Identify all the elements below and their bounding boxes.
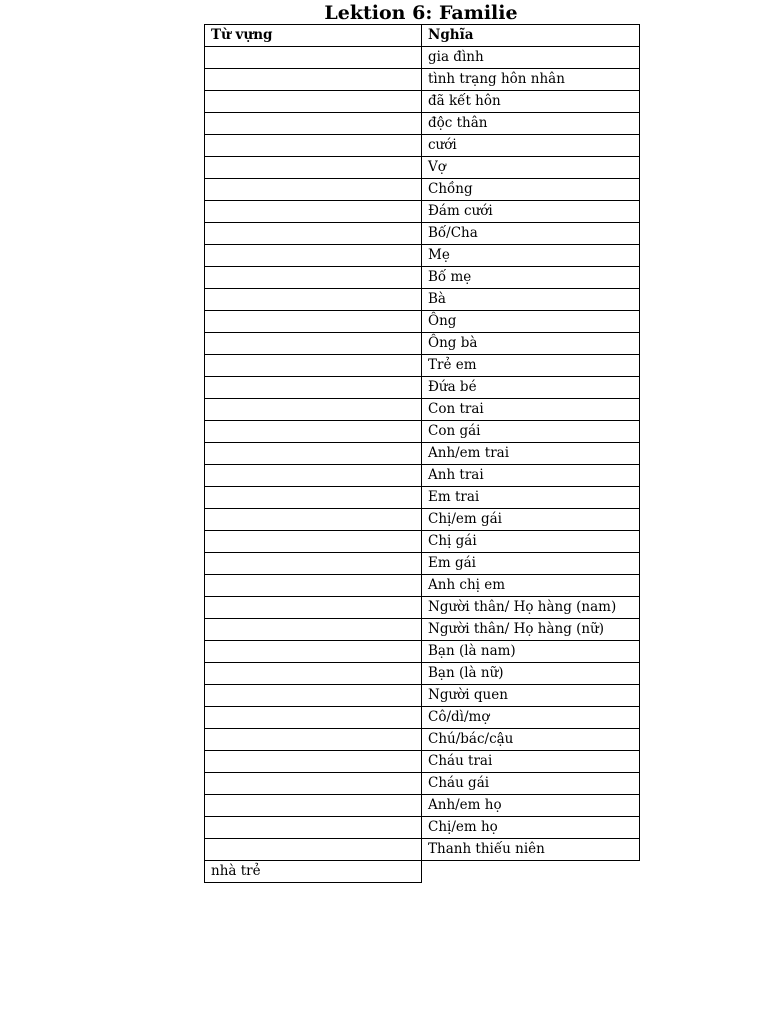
word-cell [205,773,422,795]
vocabulary-rows [205,47,640,883]
word-cell [205,113,422,135]
table-row [205,113,640,135]
word-cell [205,91,422,113]
table-row [205,663,640,685]
word-cell [205,289,422,311]
meaning-cell: Đứa bé [422,377,640,399]
table-row [205,135,640,157]
meaning-cell: Cô/dì/mợ [422,707,640,729]
table-row [205,443,640,465]
table-row [205,201,640,223]
table-row [205,377,640,399]
word-cell [205,69,422,91]
meaning-cell: Em gái [422,553,640,575]
meaning-cell: Cháu gái [422,773,640,795]
table-row [205,619,640,641]
table-row [205,817,640,839]
word-cell [205,685,422,707]
word-cell [205,795,422,817]
meaning-cell: cưới [422,135,640,157]
table-row [205,399,640,421]
meaning-cell: Bố mẹ [422,267,640,289]
page-title: Lektion 6: Familie [324,2,518,24]
empty-cell [422,861,640,883]
table-row [205,795,640,817]
table-row [205,773,640,795]
word-cell [205,817,422,839]
word-cell [205,729,422,751]
table-row [205,223,640,245]
table-row [205,641,640,663]
meaning-cell: Người thân/ Họ hàng (nam) [422,597,640,619]
meaning-cell: Cháu trai [422,751,640,773]
table-row [205,553,640,575]
meaning-cell: Người thân/ Họ hàng (nữ) [422,619,640,641]
table-row [205,487,640,509]
word-cell [205,399,422,421]
vocabulary-table [204,24,640,883]
table-row [205,685,640,707]
word-cell [205,201,422,223]
table-row [205,311,640,333]
table-row [205,707,640,729]
word-cell [205,663,422,685]
meaning-cell: Em trai [422,487,640,509]
word-cell [205,47,422,69]
meaning-cell: Mẹ [422,245,640,267]
table-row [205,267,640,289]
table-header-row [205,25,640,47]
word-cell [205,157,422,179]
meaning-cell: Anh/em trai [422,443,640,465]
table-row [205,839,640,861]
meaning-cell: Con trai [422,399,640,421]
meaning-cell: Anh/em họ [422,795,640,817]
table-row [205,245,640,267]
word-cell [205,135,422,157]
table-row [205,465,640,487]
table-row [205,531,640,553]
meaning-cell: đã kết hôn [422,91,640,113]
table-row [205,179,640,201]
meaning-cell: Trẻ em [422,355,640,377]
meaning-cell: Đám cưới [422,201,640,223]
word-cell [205,333,422,355]
word-cell [205,179,422,201]
table-row [205,47,640,69]
meaning-cell: Vợ [422,157,640,179]
table-row [205,91,640,113]
meaning-cell: Anh trai [422,465,640,487]
word-cell [205,839,422,861]
word-cell [205,267,422,289]
meaning-cell: Bạn (là nam) [422,641,640,663]
meaning-cell: Bố/Cha [422,223,640,245]
word-cell [205,751,422,773]
meaning-cell: Bà [422,289,640,311]
table-row [205,333,640,355]
table-row [205,69,640,91]
table-row [205,597,640,619]
word-cell [205,619,422,641]
word-cell [205,641,422,663]
column-header-meaning: Nghĩa [422,25,640,47]
table-row [205,157,640,179]
table-row [205,575,640,597]
meaning-cell: gia đình [422,47,640,69]
meaning-cell: Bạn (là nữ) [422,663,640,685]
table-row [205,751,640,773]
table-row [205,729,640,751]
word-cell [205,421,422,443]
word-cell [205,443,422,465]
column-header-word: Từ vựng [205,25,422,47]
word-cell [205,465,422,487]
meaning-cell: tình trạng hôn nhân [422,69,640,91]
word-cell [205,597,422,619]
meaning-cell: độc thân [422,113,640,135]
meaning-cell: Chị/em gái [422,509,640,531]
word-cell [205,531,422,553]
word-cell: nhà trẻ [205,861,422,883]
word-cell [205,707,422,729]
meaning-cell: Anh chị em [422,575,640,597]
word-cell [205,487,422,509]
meaning-cell: Ông bà [422,333,640,355]
word-cell [205,311,422,333]
meaning-cell: Chú/bác/cậu [422,729,640,751]
meaning-cell: Chồng [422,179,640,201]
meaning-cell: Ông [422,311,640,333]
word-cell [205,553,422,575]
meaning-cell: Người quen [422,685,640,707]
meaning-cell: Con gái [422,421,640,443]
word-cell [205,245,422,267]
table-row [205,861,640,883]
word-cell [205,223,422,245]
table-row [205,421,640,443]
meaning-cell: Chị gái [422,531,640,553]
table-row [205,289,640,311]
meaning-cell: Chị/em họ [422,817,640,839]
word-cell [205,355,422,377]
word-cell [205,509,422,531]
meaning-cell: Thanh thiếu niên [422,839,640,861]
word-cell [205,377,422,399]
word-cell [205,575,422,597]
table-row [205,509,640,531]
table-row [205,355,640,377]
